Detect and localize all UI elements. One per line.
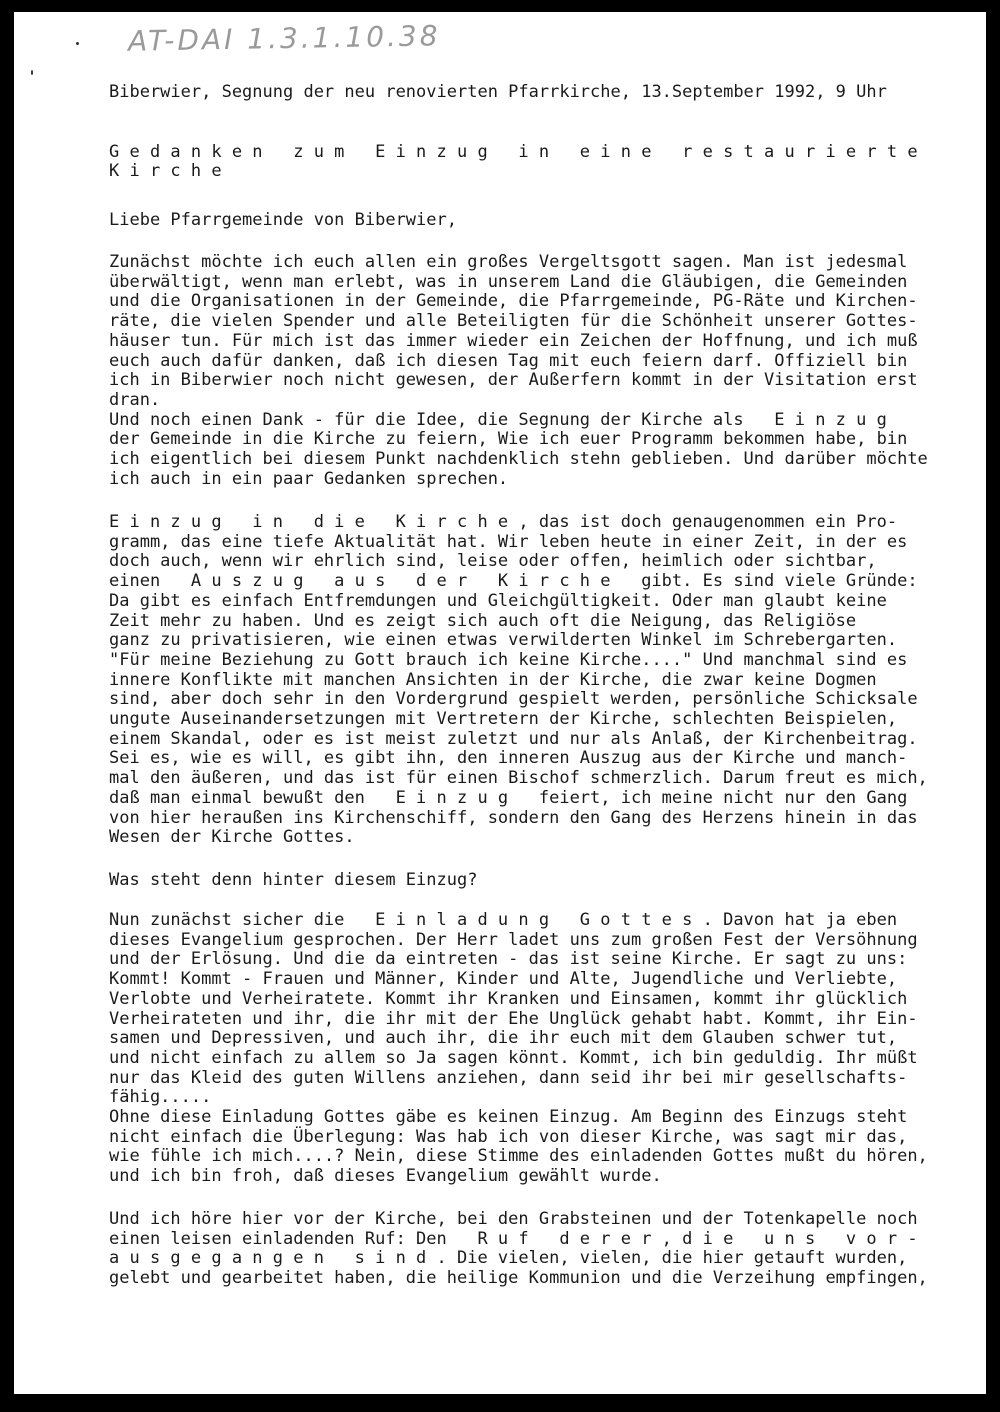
paragraph-2: E i n z u g i n d i e K i r c h e , das ist doch genaugenommen ein Pro- gramm, das eine tiefe Aktualität hat. Wir leben heute in einer Zeit, in der es doch auch, wenn wir ehrlich sind, leise oder offen, heimlich oder sichtbar, einen A u s z u g a u s d e r K i r c h e gibt. Es sind viele Gründe: Da gibt es einfach Entfremdungen und Gleichgültigkeit. Oder man glaubt keine Zeit mehr zu haben. Und es zeigt sich auch oft die Neigung, das Religiöse ganz zu privatisieren, wie einen etwas verwilderten Winkel im Schrebergarten. "Für meine Beziehung zu Gott brauch ich keine Kirche...." Und manchmal sind es innere Konflikte mit manchen Ansichten in der Kirche, die zwar keine Dogmen sind, aber doch sehr in den Vordergrund gespielt werden, persönliche Schicksale ungute Auseinandersetzungen mit Vertretern der Kirche, schlechten Beispielen, einem Skandal, oder es ist meist zuletzt und nur als Anlaß, der Kirchenbeitrag. Sei es, wie es will, es gibt ihn, den inneren Auszug aus der Kirche und manch- mal den äußeren, und das ist für einen Bischof schmerzlich. Darum freut es mich, daß man einmal bewußt den E i n z u g feiert, ich meine nicht nur den Gang von hier heraußen ins Kirchenschiff, sondern den Gang des Herzens hinein in das Wesen der Kirche Gottes. (109, 512, 928, 848)
title-line-1: G e d a n k e n z u m E i n z u g i n e i n e r e s t a u r i e r t e (109, 142, 918, 162)
scan-border-top (0, 0, 1000, 12)
scan-border-bottom (0, 1394, 1000, 1412)
scan-speck (76, 42, 79, 45)
paragraph-3: Nun zunächst sicher die E i n l a d u n g G o t t e s . Davon hat ja eben dieses Evangelium gesprochen. Der Herr ladet uns zum großen Fest der Versöhnung und der Erlösung. Und die da eintreten - das ist seine Kirche. Er sagt zu uns: Kommt! Kommt - Frauen und Männer, Kinder und Alte, Jugendliche und Verliebte, Verlobte und Verheiratete. Kommt ihr Kranken und Einsamen, kommt ihr glücklich Verheirateten und ihr, die ihr mit der Ehe Unglück gehabt habt. Kommt, ihr Ein- samen und Depressiven, und auch ihr, die ihr euch mit dem Glauben schwer tut, und nicht einfach zu allem so Ja sagen könnt. Kommt, ich bin geduldig. Ihr müßt nur das Kleid des guten Willens anziehen, dann seid ihr bei mir gesellschafts- fähig..... Ohne diese Einladung Gottes gäbe es keinen Einzug. Am Beginn des Einzugs steht nicht einfach die Überlegung: Was hab ich von dieser Kirche, was sagt mir das, wie fühle ich mich....? Nein, diese Stimme des einladenden Gottes mußt du hören, und ich bin froh, daß dieses Evangelium gewählt wurde. (109, 910, 928, 1187)
scan-border-left (0, 0, 14, 1412)
paragraph-4: Und ich höre hier vor der Kirche, bei den Grabsteinen und der Totenkapelle noch einen leisen einladenden Ruf: Den R u f d e r e r , d i e u n s v o r - a u s g e g a n g e n s i n d . Die vielen, vielen, die hier getauft wurden, gelebt und gearbeitet haben, die heilige Kommunion und die Verzeihung empfingen, (109, 1209, 928, 1289)
archive-reference-stamp: AT-DAI 1.3.1.10.38 (127, 19, 441, 58)
paragraph-1: Zunächst möchte ich euch allen ein großes Vergeltsgott sagen. Man ist jedesmal überwältigt, wenn man erlebt, was in unserem Land die Gläubigen, die Gemeinden und die Organisationen in der Gemeinde, die Pfarrgemeinde, PG-Räte und Kirchen- räte, die vielen Spender und alle Beteiligten für die Schönheit unserer Gottes- häuser tun. Für mich ist das immer wieder ein Zeichen der Hoffnung, und ich muß euch auch dafür danken, daß ich diesen Tag mit euch feiern darf. Offiziell bin ich in Biberwier noch nicht gewesen, der Außerfern kommt in der Visitation erst dran. Und noch einen Dank - für die Idee, die Segnung der Kirche als E i n z u g der Gemeinde in die Kirche zu feiern, Wie ich euer Programm bekommen habe, bin ich eigentlich bei diesem Punkt nachdenklich stehn geblieben. Und darüber möchte ich auch in ein paar Gedanken sprechen. (109, 252, 928, 489)
title-line-2: K i r c h e (109, 161, 222, 181)
scan-border-right (986, 0, 1000, 1412)
scan-speck (31, 70, 33, 75)
salutation: Liebe Pfarrgemeinde von Biberwier, (109, 210, 457, 230)
question-line: Was steht denn hinter diesem Einzug? (109, 870, 478, 890)
header-line: Biberwier, Segnung der neu renovierten Pfarrkirche, 13.September 1992, 9 Uhr (109, 82, 887, 102)
